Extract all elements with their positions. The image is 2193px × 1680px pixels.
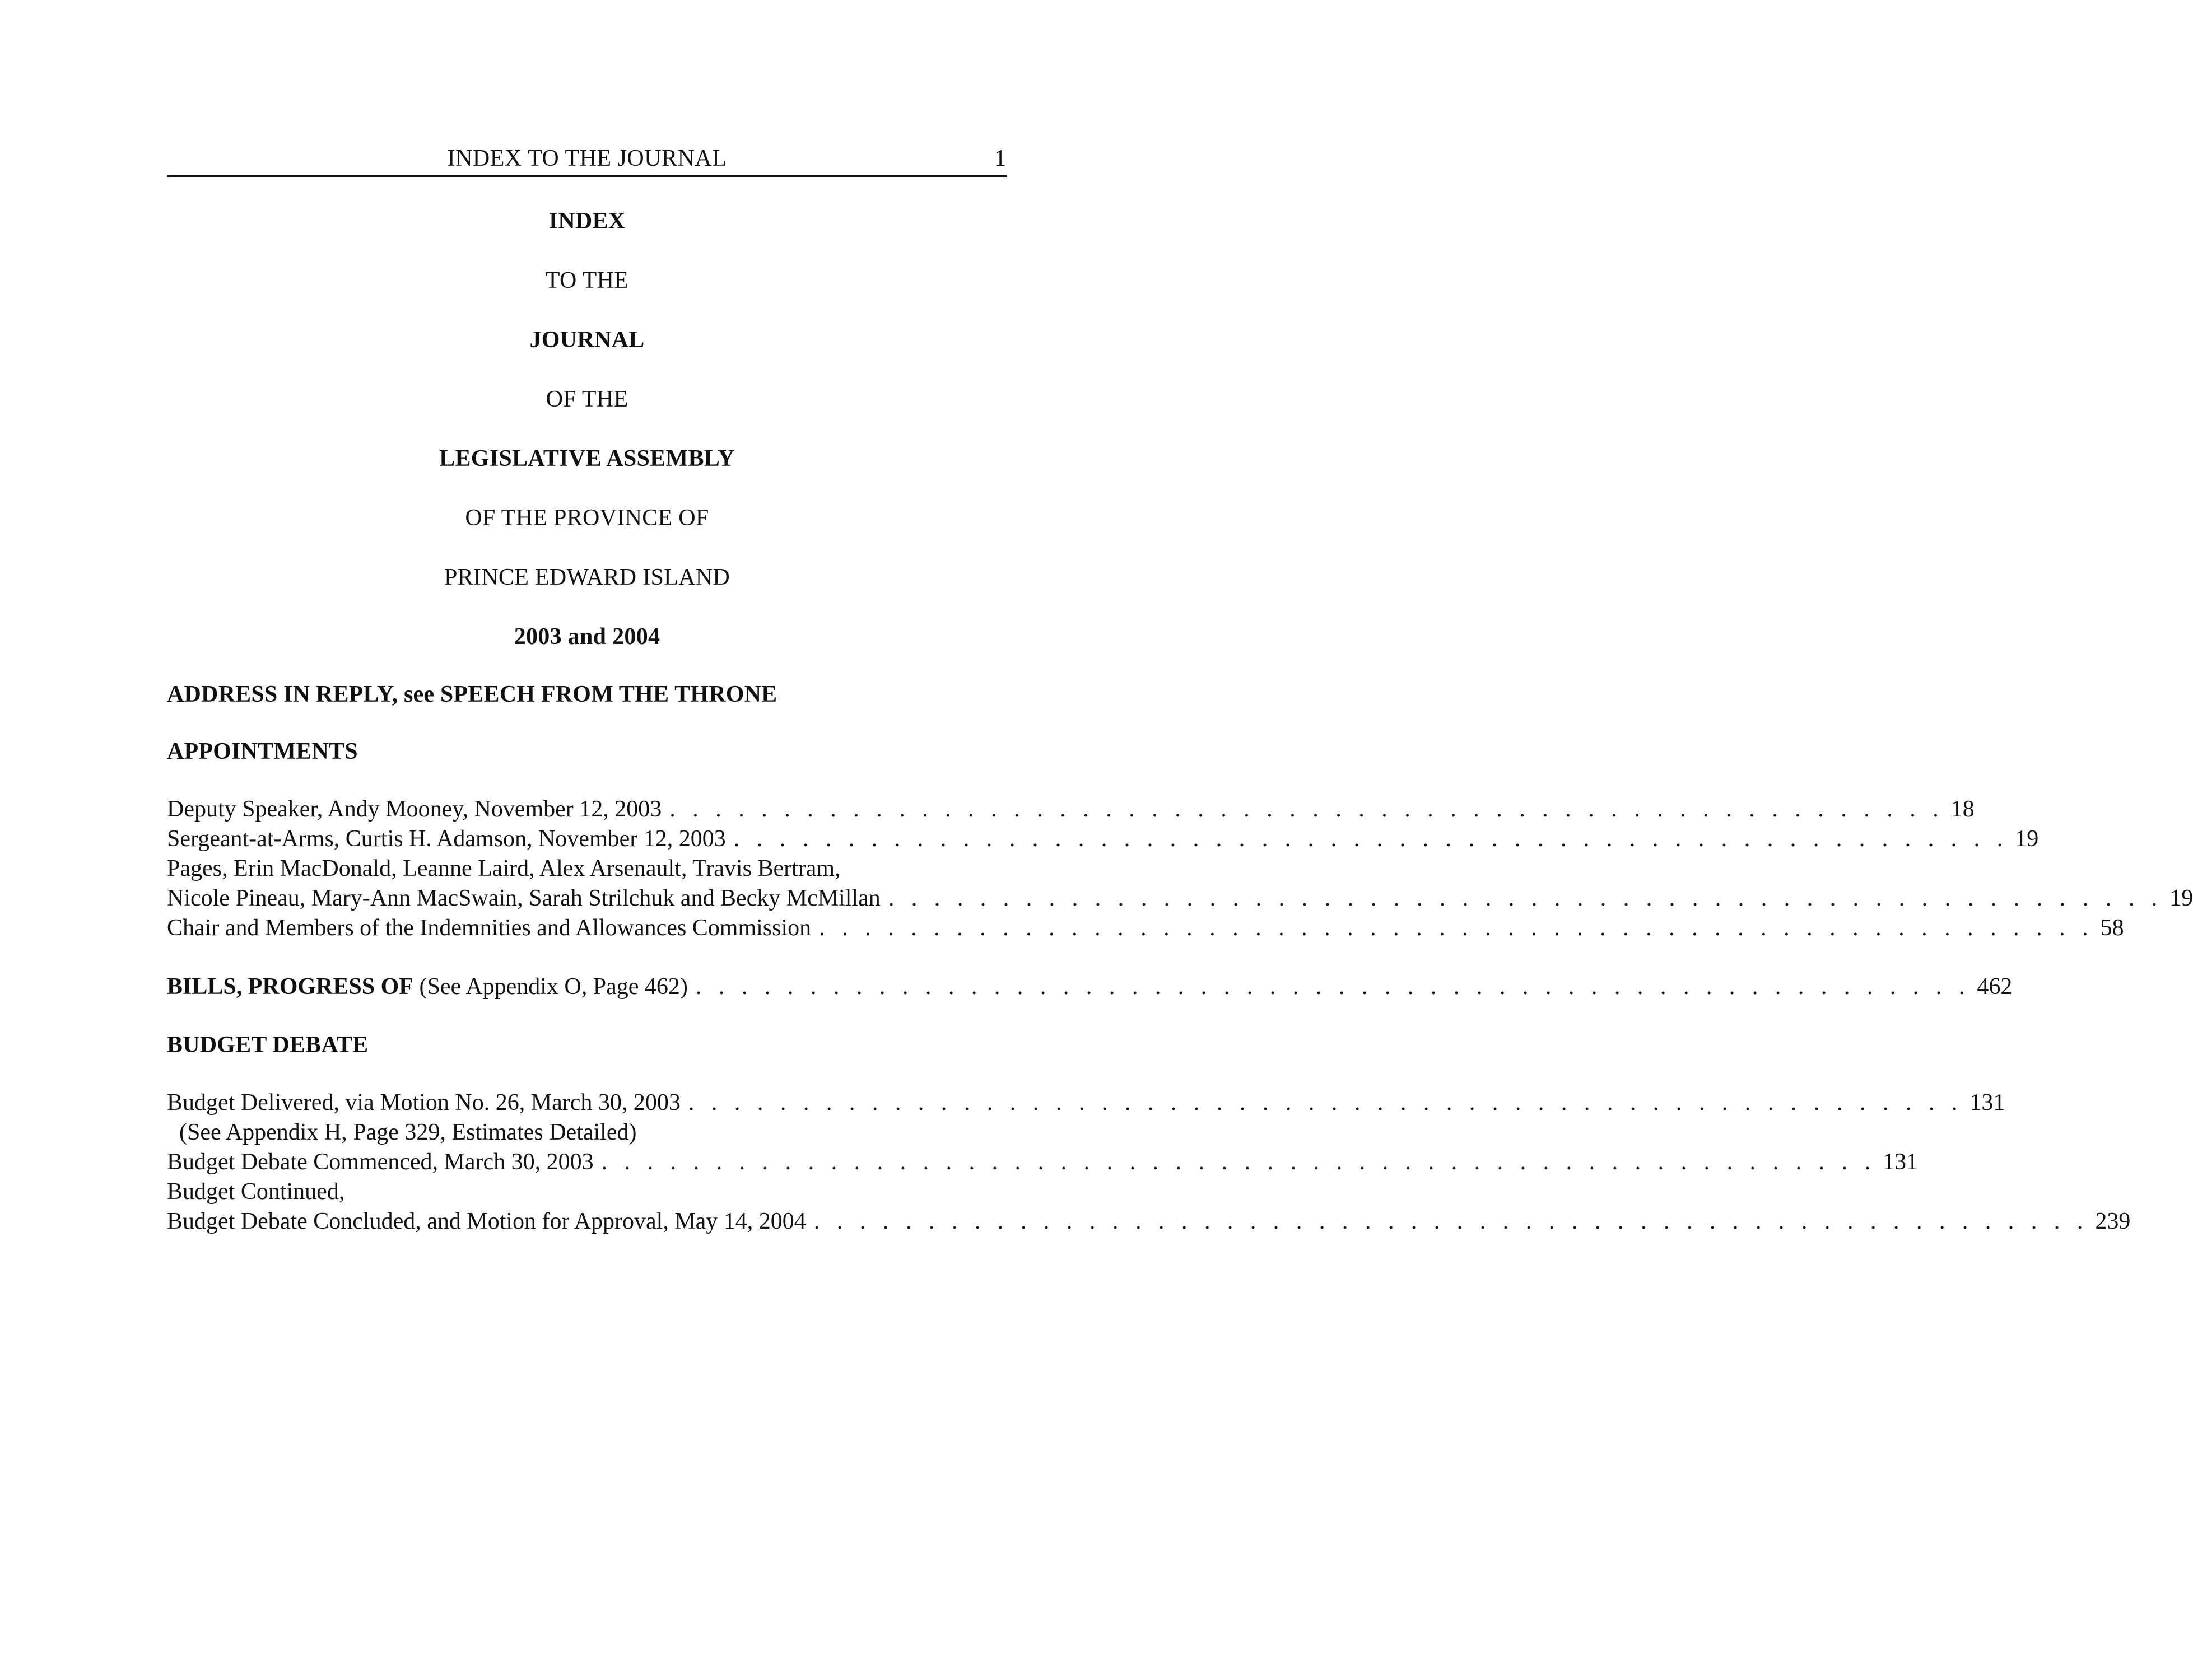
leader-dots: . . . . . . . . . . . . . . . . . . . . . . . . . . . . . . . . . . . . . . . . . . . . . . . . . . . . . . . . [695, 974, 1971, 1000]
heading-budget-debate: BUDGET DEBATE [167, 1032, 369, 1058]
leader-dots: . . . . . . . . . . . . . . . . . . . . . . . . . . . . . . . . . . . . . . . . . . . . . . . . . . . . . . . . [819, 915, 2094, 941]
entry-page: 58 [2100, 915, 2124, 941]
title-block [167, 207, 1007, 682]
entry-text: Budget Delivered, via Motion No. 26, March 30, 2003 [167, 1090, 681, 1116]
bills-reference: (See Appendix O, Page 462) [413, 974, 688, 1000]
entry-text: Nicole Pineau, Mary-Ann MacSwain, Sarah Strilchuk and Becky McMillan [167, 885, 881, 911]
running-header-title: INDEX TO THE JOURNAL [447, 146, 727, 171]
entry-text: Chair and Members of the Indemnities and Allowances Commission [167, 915, 812, 941]
index-entry [167, 824, 2039, 854]
entry-page: 239 [2095, 1208, 2131, 1234]
leader-dots: . . . . . . . . . . . . . . . . . . . . . . . . . . . . . . . . . . . . . . . . . . . . . . . . . . . . . . . . [688, 1090, 1963, 1116]
index-entry [167, 1088, 2005, 1118]
title-line-index: INDEX [548, 208, 626, 234]
entry-text: Budget Debate Commenced, March 30, 2003 [167, 1149, 594, 1175]
title-line-to-the: TO THE [545, 268, 629, 293]
index-entry [167, 1207, 2131, 1236]
title-line-legislative-assembly: LEGISLATIVE ASSEMBLY [439, 446, 735, 472]
entry-text: Deputy Speaker, Andy Mooney, November 12, 2003 [167, 796, 662, 822]
index-entry [167, 913, 2124, 943]
leader-dots: . . . . . . . . . . . . . . . . . . . . . . . . . . . . . . . . . . . . . . . . . . . . . . . . . . . . . . . . [669, 796, 1944, 822]
leader-dots: . . . . . . . . . . . . . . . . . . . . . . . . . . . . . . . . . . . . . . . . . . . . . . . . . . . . . . . . [733, 826, 2009, 852]
title-line-prince-edward-island: PRINCE EDWARD ISLAND [444, 564, 730, 590]
index-entry [167, 1177, 1007, 1207]
entry-page: 131 [1969, 1090, 2005, 1116]
index-entry [167, 854, 1007, 884]
title-line-journal: JOURNAL [529, 327, 645, 353]
title-line-of-the-province-of: OF THE PROVINCE OF [465, 505, 709, 531]
entry-page: 131 [1883, 1149, 1919, 1175]
leader-dots: . . . . . . . . . . . . . . . . . . . . . . . . . . . . . . . . . . . . . . . . . . . . . . . . . . . . . . . . [888, 885, 2163, 911]
leader-dots: . . . . . . . . . . . . . . . . . . . . . . . . . . . . . . . . . . . . . . . . . . . . . . . . . . . . . . . . [813, 1208, 2089, 1234]
title-line-of-the: OF THE [546, 386, 628, 412]
index-entry [167, 795, 1975, 824]
entry-text: (See Appendix H, Page 329, Estimates Detailed) [179, 1119, 637, 1145]
index-entry [167, 884, 2193, 913]
index-entry-bills [167, 972, 2013, 1002]
page-number: 1 [994, 146, 1006, 171]
entry-text: Budget Debate Concluded, and Motion for Approval, May 14, 2004 [167, 1208, 806, 1234]
entry-text: Sergeant-at-Arms, Curtis H. Adamson, November 12, 2003 [167, 826, 726, 852]
title-line-years: 2003 and 2004 [514, 624, 660, 650]
index-entry [167, 1118, 1007, 1147]
entry-text: Budget Continued, [167, 1179, 345, 1205]
entry-text: Pages, Erin MacDonald, Leanne Laird, Alex Arsenault, Travis Bertram, [167, 856, 841, 881]
entry-page: 19 [2015, 826, 2039, 852]
entry-text [167, 972, 688, 1002]
bills-heading: BILLS, PROGRESS OF [167, 974, 413, 1000]
index-body [167, 680, 2193, 1236]
entry-page: 462 [1977, 974, 2013, 1000]
index-entry [167, 1147, 1919, 1177]
leader-dots: . . . . . . . . . . . . . . . . . . . . . . . . . . . . . . . . . . . . . . . . . . . . . . . . . . . . . . . . [601, 1149, 1877, 1175]
running-header [167, 141, 1007, 177]
entry-page: 18 [1950, 796, 1975, 822]
heading-address-in-reply: ADDRESS IN REPLY, see SPEECH FROM THE THRONE [167, 682, 777, 707]
entry-page: 19 [2169, 885, 2193, 911]
heading-appointments: APPOINTMENTS [167, 739, 358, 764]
